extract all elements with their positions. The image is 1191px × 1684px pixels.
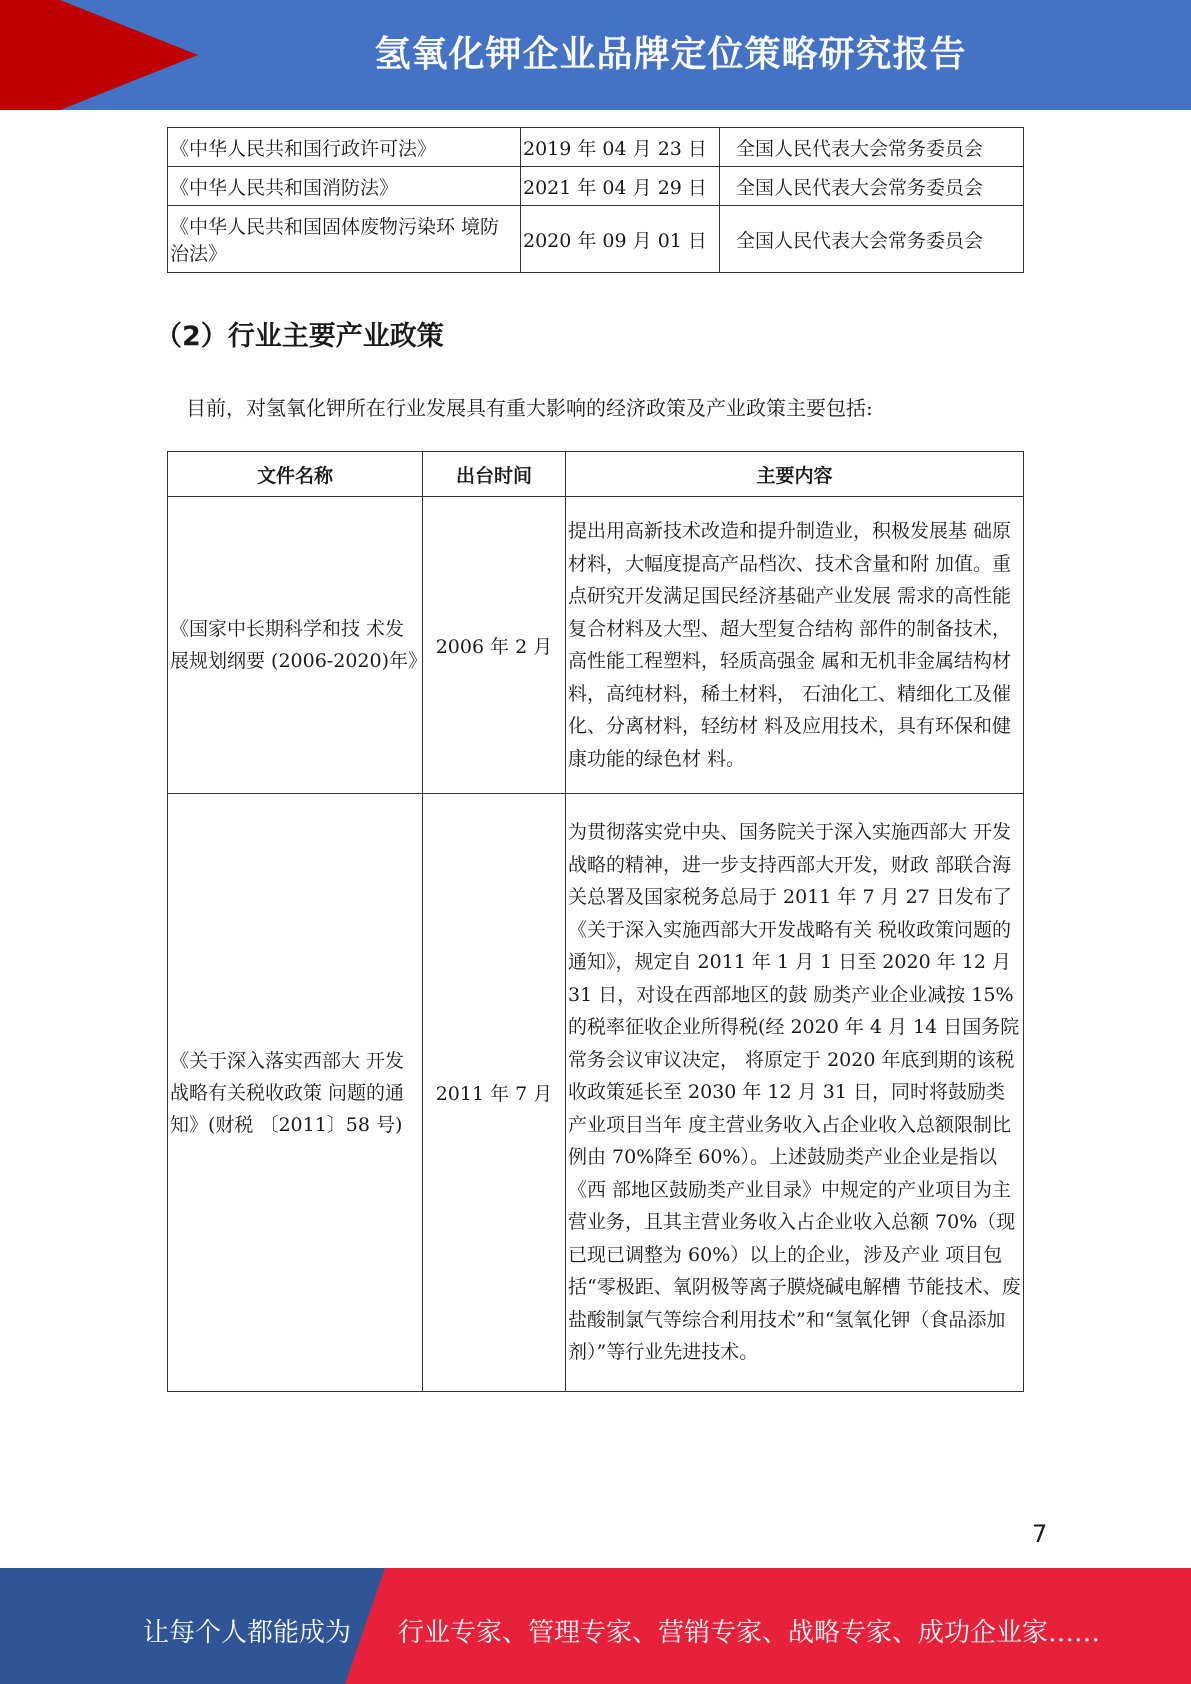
law-name: 《中华人民共和国行政许可法》 [168, 128, 521, 167]
law-date: 2021 年 04 月 29 日 [521, 167, 720, 206]
law-name: 《中华人民共和国消防法》 [168, 167, 521, 206]
law-issuer: 全国人民代表大会常务委员会 [720, 206, 1024, 273]
law-issuer: 全国人民代表大会常务委员会 [720, 128, 1024, 167]
footer-slogan-right: 行业专家、管理专家、营销专家、战略专家、成功企业家…… [398, 1618, 1101, 1648]
page-header [0, 0, 1191, 110]
policy-date: 2011 年 7 月 [423, 794, 566, 1392]
table-row [168, 794, 1024, 1392]
policy-content: 提出用高新技术改造和提升制造业，积极发展基 础原材料，大幅度提高产品档次、技术含量和附 加值。重点研究开发满足国民经济基础产业发展 需求的高性能复合材料及大型、超大型复合结构 部件的制备技术，高性能工程塑料，轻质高强金 属和无机非金属结构材料，高纯材料，稀土材料， 石油化工、精细化工及催化、分离材料，轻纺材 料及应用技术，具有环保和健康功能的绿色材 料。 [566, 497, 1024, 794]
law-date: 2019 年 04 月 23 日 [521, 128, 720, 167]
policy-date: 2006 年 2 月 [423, 497, 566, 794]
column-header: 文件名称 [168, 452, 423, 497]
footer-slogan-left: 让每个人都能成为 [143, 1618, 352, 1648]
table-header-row [168, 452, 1024, 497]
section-heading: （2）行业主要产业政策 [155, 321, 444, 352]
table-row [168, 497, 1024, 794]
policy-table [167, 451, 1024, 1392]
policy-name: 《关于深入落实西部大 开发战略有关税收政策 问题的通知》(财税 〔2011〕58 号) [168, 794, 423, 1392]
table-row [168, 206, 1024, 273]
law-date: 2020 年 09 月 01 日 [521, 206, 720, 273]
column-header: 出台时间 [423, 452, 566, 497]
header-red-block [0, 0, 60, 110]
section-intro: 目前，对氢氧化钾所在行业发展具有重大影响的经济政策及产业政策主要包括: [186, 396, 873, 420]
page-footer [0, 1568, 1191, 1684]
page-number: 7 [1032, 1520, 1048, 1548]
column-header: 主要内容 [566, 452, 1024, 497]
law-name: 《中华人民共和国固体废物污染环 境防治法》 [168, 206, 521, 273]
table-row [168, 167, 1024, 206]
laws-table [167, 127, 1024, 273]
header-title: 氢氧化钾企业品牌定位策略研究报告 [374, 34, 967, 75]
table-row [168, 128, 1024, 167]
law-issuer: 全国人民代表大会常务委员会 [720, 167, 1024, 206]
policy-name: 《国家中长期科学和技 术发展规划纲要 (2006-2020)年》 [168, 497, 423, 794]
policy-content: 为贯彻落实党中央、国务院关于深入实施西部大 开发战略的精神，进一步支持西部大开发，财政 部联合海关总署及国家税务总局于 2011 年 7 月 27 日发布了《关于深入实施西部大开发战略有关 税收政策问题的通知》，规定自 2011 年 1 月 1 日至 2020 年 12 月 31 日，对设在西部地区的鼓 励类产业企业减按 15%的税率征收企业所得税(经 2020 年 4 月 14 日国务院常务会议审议决定， 将原定于 2020 年底到期的该税收政策延长至 2030 年 12 月 31 日，同时将鼓励类产业项目当年 度主营业务收入占企业收入总额限制比例由 70%降至 60%）。上述鼓励类产业企业是指以《西 部地区鼓励类产业目录》中规定的产业项目为主 营业务，且其主营业务收入占企业收入总额 70%（现已现已调整为 60%）以上的企业，涉及产业 项目包括“零极距、氧阴极等离子膜烧碱电解槽 节能技术、废盐酸制氯气等综合利用技术”和“氢氧化钾（食品添加剂）”等行业先进技术。 [566, 794, 1024, 1392]
